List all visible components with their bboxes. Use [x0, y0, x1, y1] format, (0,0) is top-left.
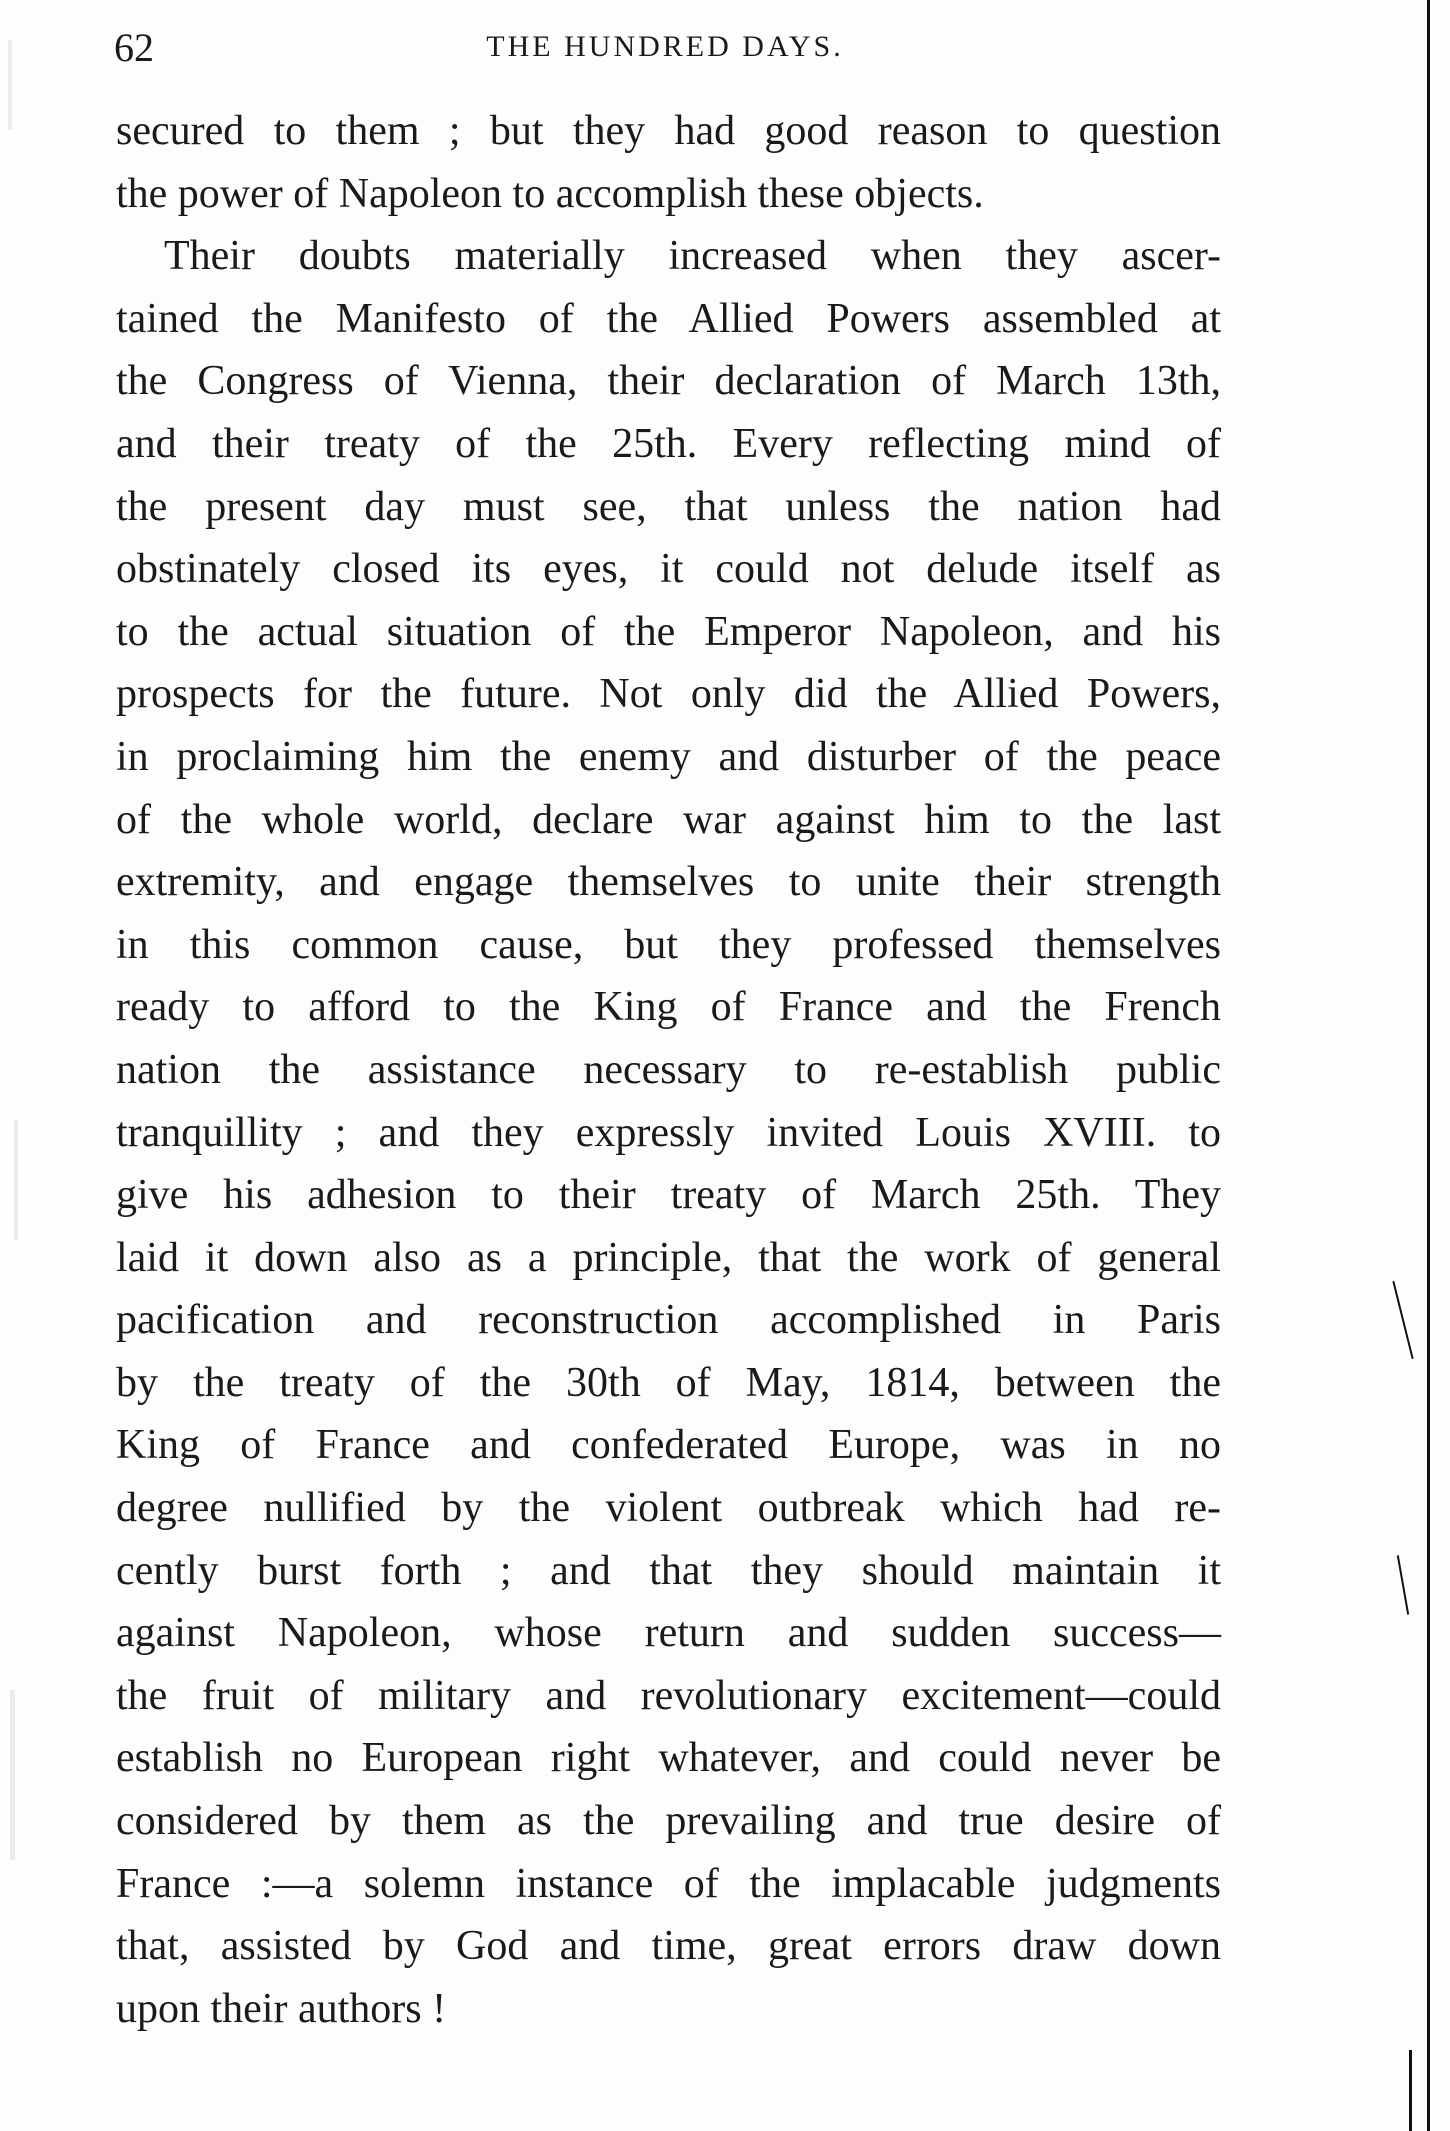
binding-edge — [1427, 0, 1430, 2131]
text-line: of the whole world, declare war against him to the last — [116, 796, 1221, 843]
text-line: prospects for the future. Not only did the Allied Powers, — [116, 671, 1221, 718]
scan-speck — [14, 1120, 18, 1240]
text-line: establish no European right whatever, and could never be — [116, 1735, 1221, 1782]
scan-speck — [8, 40, 12, 130]
text-line: by the treaty of the 30th of May, 1814, between the — [116, 1359, 1221, 1406]
text-line: considered by them as the prevailing and true desire of — [116, 1798, 1221, 1845]
page-header — [110, 20, 1220, 80]
binding-mark — [1392, 1281, 1413, 1359]
binding-mark — [1409, 2050, 1412, 2131]
text-line: cently burst forth ; and that they should maintain it — [116, 1547, 1221, 1594]
text-line: tained the Manifesto of the Allied Powers assembled at — [116, 295, 1221, 342]
text-line: in proclaiming him the enemy and disturber of the peace — [116, 733, 1221, 780]
text-line: nation the assistance necessary to re-establish public — [116, 1046, 1221, 1093]
text-line: France :—a solemn instance of the implacable judgments — [116, 1860, 1221, 1907]
text-line: ready to afford to the King of France and the French — [116, 984, 1221, 1031]
running-title: THE HUNDRED DAYS. — [486, 30, 844, 63]
text-line: degree nullified by the violent outbreak which had re- — [116, 1485, 1221, 1532]
text-line: secured to them ; but they had good reason to question — [116, 108, 1221, 154]
text-line: and their treaty of the 25th. Every reflecting mind of — [116, 420, 1221, 467]
text-line: obstinately closed its eyes, it could not delude itself as — [116, 546, 1221, 593]
text-line: the power of Napoleon to accomplish these objects. — [116, 170, 984, 217]
binding-mark — [1397, 1555, 1409, 1614]
text-line: give his adhesion to their treaty of March 25th. They — [116, 1172, 1221, 1219]
text-line: the present day must see, that unless the nation had — [116, 483, 1221, 530]
text-line: pacification and reconstruction accomplished in Paris — [116, 1297, 1221, 1344]
text-line: extremity, and engage themselves to unite their strength — [116, 859, 1221, 906]
text-line: the Congress of Vienna, their declaration of March 13th, — [116, 358, 1221, 405]
page-number: 62 — [114, 25, 154, 70]
text-line: upon their authors ! — [116, 1985, 447, 2032]
text-line: the fruit of military and revolutionary excitement—could — [116, 1672, 1221, 1719]
text-line: King of France and confederated Europe, was in no — [116, 1422, 1221, 1469]
text-line: that, assisted by God and time, great errors draw down — [116, 1923, 1221, 1970]
body-text — [116, 100, 1221, 2040]
text-line: to the actual situation of the Emperor Napoleon, and his — [116, 608, 1221, 655]
text-line: laid it down also as a principle, that the work of general — [116, 1234, 1221, 1281]
text-line: Their doubts materially increased when they ascer- — [164, 233, 1221, 280]
text-line: tranquillity ; and they expressly invited Louis XVIII. to — [116, 1109, 1221, 1156]
text-line: against Napoleon, whose return and sudden success— — [116, 1610, 1221, 1657]
scan-speck — [10, 1690, 15, 1860]
text-line: in this common cause, but they professed themselves — [116, 921, 1221, 968]
